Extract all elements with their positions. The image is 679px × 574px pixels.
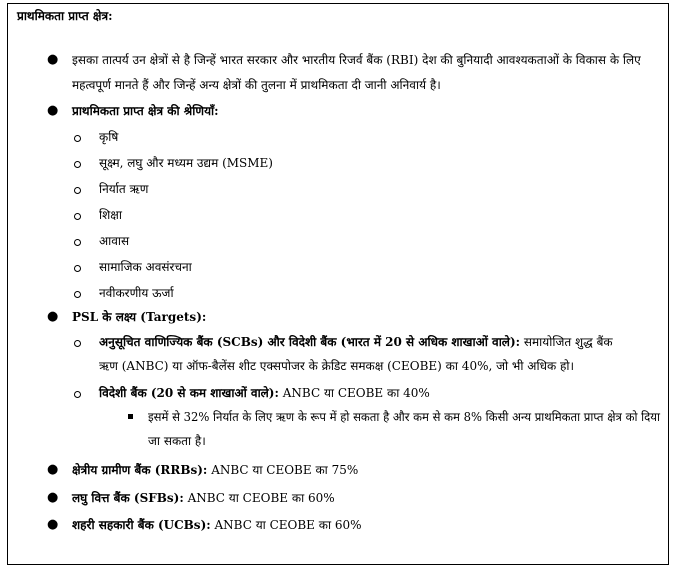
sfb-line xyxy=(72,490,335,506)
scb-line-1 xyxy=(99,334,613,350)
bullet-dot: ● xyxy=(47,462,59,477)
category-item: नवीकरणीय ऊर्जा xyxy=(99,286,174,300)
sfb-text: ANBC या CEOBE का 60% xyxy=(183,491,335,505)
circle-bullet-icon xyxy=(74,391,81,398)
foreign-line xyxy=(99,385,430,401)
meaning-line-2: महत्वपूर्ण मानते हैं और जिन्हें अन्य क्षेत्रों की तुलना में प्राथमिकता दी जानी अनिवार्य है। xyxy=(72,78,441,92)
circle-bullet-icon xyxy=(74,213,81,220)
category-item: सूक्ष्म, लघु और मध्यम उद्यम (MSME) xyxy=(99,156,273,170)
ucb-line xyxy=(72,517,362,533)
circle-bullet-icon xyxy=(74,340,81,347)
bullet-dot: ● xyxy=(47,309,59,324)
targets-heading: PSL के लक्ष्य (Targets): xyxy=(72,310,207,324)
categories-heading: प्राथमिकता प्राप्त क्षेत्र की श्रेणियाँ: xyxy=(72,104,219,118)
sfb-label: लघु वित्त बैंक (SFBs): xyxy=(72,491,184,505)
rrb-line xyxy=(72,462,358,478)
bullet-dot: ● xyxy=(47,103,59,118)
bullet-dot: ● xyxy=(47,517,59,532)
page-title: प्राथमिकता प्राप्त क्षेत्र: xyxy=(17,9,113,23)
foreign-label: विदेशी बैंक (20 से कम शाखाओं वाले): xyxy=(99,386,279,400)
scb-label: अनुसूचित वाणिज्यिक बैंक (SCBs) और विदेशी बैंक (भारत में 20 से अधिक शाखाओं वाले): xyxy=(99,335,521,349)
bullet-dot: ● xyxy=(47,490,59,505)
category-item: सामाजिक अवसंरचना xyxy=(99,260,192,274)
circle-bullet-icon xyxy=(74,291,81,298)
circle-bullet-icon xyxy=(74,265,81,272)
circle-bullet-icon xyxy=(74,135,81,142)
circle-bullet-icon xyxy=(74,187,81,194)
rrb-text: ANBC या CEOBE का 75% xyxy=(207,463,359,477)
ucb-label: शहरी सहकारी बैंक (UCBs): xyxy=(72,518,211,532)
bullet-dot: ● xyxy=(47,52,59,67)
foreign-sub-line-2: जा सकता है। xyxy=(148,434,206,448)
scb-line-2: ऋण (ANBC) या ऑफ-बैलेंस शीट एक्सपोजर के क्रेडिट समकक्ष (CEOBE) का 40%, जो भी अधिक हो। xyxy=(99,359,575,373)
meaning-line-1: इसका तात्पर्य उन क्षेत्रों से है जिन्हें भारत सरकार और भारतीय रिजर्व बैंक (RBI) देश की बुनियादी आवश्यकताओं के विकास के लिए xyxy=(72,53,641,67)
foreign-text: ANBC या CEOBE का 40% xyxy=(278,386,430,400)
category-item: कृषि xyxy=(99,130,119,144)
circle-bullet-icon xyxy=(74,239,81,246)
rrb-label: क्षेत्रीय ग्रामीण बैंक (RRBs): xyxy=(72,463,208,477)
category-item: निर्यात ऋण xyxy=(99,182,149,196)
square-bullet-icon xyxy=(128,414,133,419)
ucb-text: ANBC या CEOBE का 60% xyxy=(210,518,362,532)
category-item: शिक्षा xyxy=(99,208,122,222)
foreign-sub-line-1: इसमें से 32% निर्यात के लिए ऋण के रूप में हो सकता है और कम से कम 8% किसी अन्य प्राथमिकता प्राप्त क्षेत्र को दिया xyxy=(148,410,660,424)
scb-text: समायोजित शुद्ध बैंक xyxy=(520,335,613,349)
circle-bullet-icon xyxy=(74,161,81,168)
category-item: आवास xyxy=(99,234,130,248)
